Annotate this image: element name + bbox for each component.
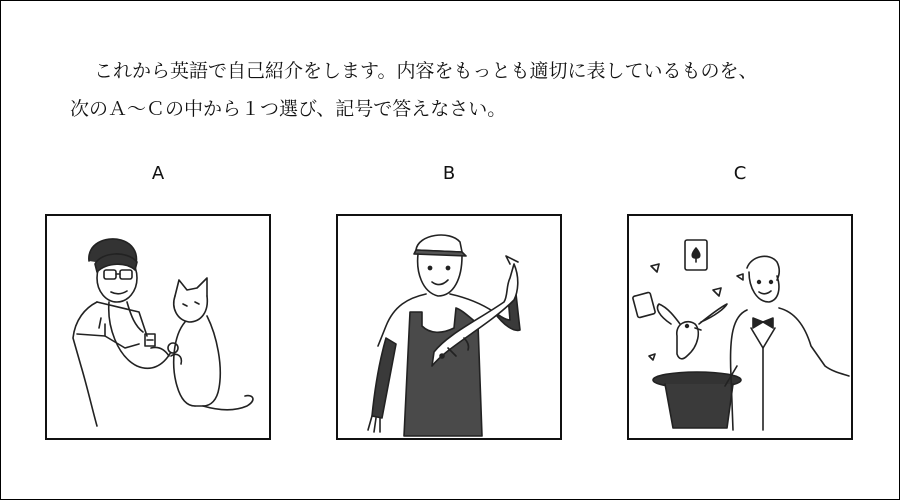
option-card-b[interactable] [336, 214, 562, 440]
option-label-b: B [442, 163, 456, 184]
option-card-c[interactable] [627, 214, 853, 440]
option-label-a: A [151, 163, 165, 184]
veterinarian-with-cat-illustration [47, 216, 269, 438]
option-card-a[interactable] [45, 214, 271, 440]
question-instructions [70, 52, 870, 128]
instruction-line-2: 次のＡ〜Ｃの中から１つ選び、記号で答えなさい。 [70, 98, 507, 120]
fisherman-holding-fish-illustration [338, 216, 560, 438]
instruction-line-1: これから英語で自己紹介をします。内容をもっとも適切に表しているものを、 [94, 60, 758, 82]
magician-with-dove-and-hat-illustration [629, 216, 851, 438]
option-label-c: C [733, 163, 747, 184]
